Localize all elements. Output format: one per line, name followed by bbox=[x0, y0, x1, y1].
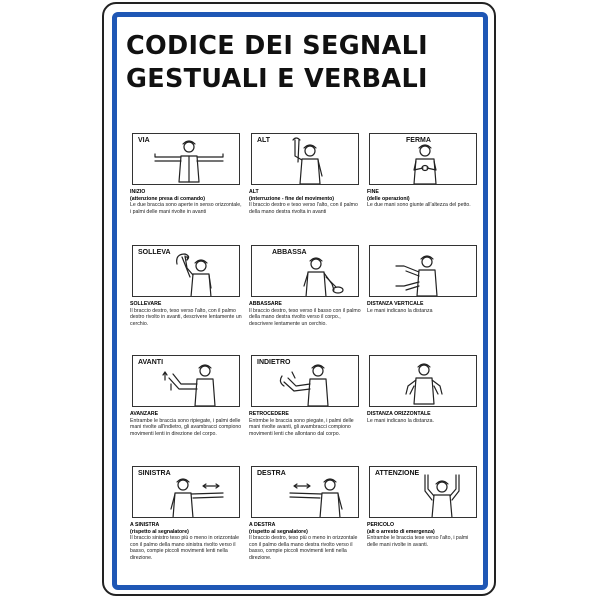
signal-caption-distanza-orizzontale bbox=[367, 411, 479, 424]
person-arm-raised-icon bbox=[252, 134, 359, 185]
signal-title: ABBASSARE bbox=[249, 301, 282, 307]
person-arm-right-icon bbox=[252, 467, 359, 518]
panel-label: VIA bbox=[138, 137, 150, 144]
signal-panel-ferma bbox=[369, 133, 477, 185]
signal-panel-indietro bbox=[251, 355, 359, 407]
signal-description: Il braccio destro, teso più o meno in orizzontale con il palmo della mano destra rivolto verso il basso, compie piccoli movimenti lenti nella direzione. bbox=[249, 535, 358, 561]
signal-caption-avanzare bbox=[130, 411, 242, 437]
signal-description: Il braccio destro, teso verso l'alto, con il palmo destro rivolto in avanti, descrivere lentamente un cerchio. bbox=[130, 307, 242, 327]
signal-subtitle: (delle operazioni) bbox=[367, 195, 410, 202]
panel-label: ALT bbox=[257, 137, 271, 144]
signal-panel-avanti bbox=[132, 355, 240, 407]
signal-description: Entrambe le braccia tese verso l'alto, i palmi delle mani rivolte in avanti. bbox=[367, 535, 469, 548]
signal-description: Il braccio sinistro teso più o meno in orizzontale con il palmo della mano sinistra rivolto verso il basso, compie piccoli movimenti lenti nella direzione. bbox=[130, 535, 239, 561]
signal-caption-fine bbox=[367, 189, 479, 209]
signal-caption-retrocedere bbox=[249, 411, 361, 437]
signal-caption-distanza-verticale bbox=[367, 301, 479, 314]
signal-description: Il braccio destro, teso verso il basso con il palmo della mano destra rivolto verso il corpo., descrivere lentamente un cerchio. bbox=[249, 307, 361, 327]
signal-subtitle: (alt o arresto di emergenza) bbox=[367, 528, 435, 535]
signal-description: Le due braccia sono aperte in senso orizzontale, i palmi delle mani rivolte in avanti bbox=[130, 202, 242, 215]
signal-description: Le due mani sono giunte all'altezza del petto. bbox=[367, 202, 471, 209]
signal-description: Entrmbe le braccia sono piegate, i palmi delle mani rivolte avanti, gli avambracci compiono movimenti lenti che allontano dal corpo. bbox=[249, 417, 354, 437]
person-hands-horizontal-distance-icon bbox=[370, 356, 477, 407]
person-arm-down-circle-icon bbox=[252, 246, 359, 297]
person-arm-up-circle-icon bbox=[133, 246, 240, 297]
signal-panel-solleva bbox=[132, 245, 240, 297]
person-arm-left-icon bbox=[133, 467, 240, 518]
person-arms-spread-icon bbox=[133, 134, 240, 185]
signal-caption-inizio bbox=[130, 189, 242, 215]
signal-title: ALT bbox=[249, 189, 259, 195]
title-line-1: CODICE DEI SEGNALI bbox=[126, 31, 428, 61]
title-line-2: GESTUALI E VERBALI bbox=[126, 64, 428, 94]
signal-title: FINE bbox=[367, 189, 379, 195]
panel-label: ATTENZIONE bbox=[375, 470, 420, 477]
signal-caption-a-sinistra bbox=[130, 522, 242, 562]
person-hands-vertical-distance-icon bbox=[370, 246, 477, 297]
signal-caption-a-destra bbox=[249, 522, 361, 562]
signal-panel-distanza-verticale bbox=[369, 245, 477, 297]
person-hands-joined-icon bbox=[370, 134, 477, 185]
panel-label: FERMA bbox=[406, 137, 431, 144]
signal-title: INIZIO bbox=[130, 189, 146, 195]
signal-subtitle: (attenzione presa di comando) bbox=[130, 195, 205, 202]
signal-caption-abbassare bbox=[249, 301, 361, 327]
panel-label: DESTRA bbox=[257, 470, 286, 477]
panel-label: INDIETRO bbox=[257, 359, 291, 366]
signal-caption-pericolo bbox=[367, 522, 479, 548]
signal-panel-attenzione bbox=[369, 466, 477, 518]
signal-title: SOLLEVARE bbox=[130, 301, 162, 307]
signal-caption-sollevare bbox=[130, 301, 242, 327]
signal-title: PERICOLO bbox=[367, 522, 395, 528]
signal-caption-alt bbox=[249, 189, 361, 215]
person-forearms-back-icon bbox=[133, 356, 240, 407]
signal-panel-distanza-orizzontale bbox=[369, 355, 477, 407]
signal-panel-via bbox=[132, 133, 240, 185]
signal-panel-alt bbox=[251, 133, 359, 185]
signal-title: A SINISTRA bbox=[130, 522, 160, 528]
panel-label: SINISTRA bbox=[138, 470, 171, 477]
signal-description: Le mani indicano la distanza bbox=[367, 307, 433, 314]
panel-label: SOLLEVA bbox=[138, 249, 171, 256]
signal-panel-abbassa bbox=[251, 245, 359, 297]
signal-title: A DESTRA bbox=[249, 522, 276, 528]
signal-panel-sinistra bbox=[132, 466, 240, 518]
signal-description: Entrambe le braccia sono ripiegate, i palmi delle mani rivolte all'indietro, gli avambracci compiono movimenti lenti in direzione del corpo. bbox=[130, 417, 242, 437]
panel-label: ABBASSA bbox=[272, 249, 307, 256]
signal-panel-destra bbox=[251, 466, 359, 518]
person-both-arms-up-icon bbox=[370, 467, 477, 518]
signal-title: AVANZARE bbox=[130, 411, 159, 417]
panel-label: AVANTI bbox=[138, 359, 164, 366]
signal-title: RETROCEDERE bbox=[249, 411, 289, 417]
signal-title: DISTANZA VERTICALE bbox=[367, 301, 424, 307]
signal-description: Il braccio destro e teso verso l'alto, con il palmo della mano destra rivolta in avanti bbox=[249, 202, 358, 215]
person-forearms-forward-icon bbox=[252, 356, 359, 407]
signal-subtitle: (rispetto al segnalatore) bbox=[249, 528, 308, 535]
signal-description: Le mani indicano la distanza. bbox=[367, 417, 434, 424]
sign-title bbox=[126, 30, 476, 96]
signal-subtitle: (interruzione - fine del movimento) bbox=[249, 195, 335, 202]
signal-subtitle: (rispetto al segnalatore) bbox=[130, 528, 189, 535]
signal-title: DISTANZA ORIZZONTALE bbox=[367, 411, 431, 417]
